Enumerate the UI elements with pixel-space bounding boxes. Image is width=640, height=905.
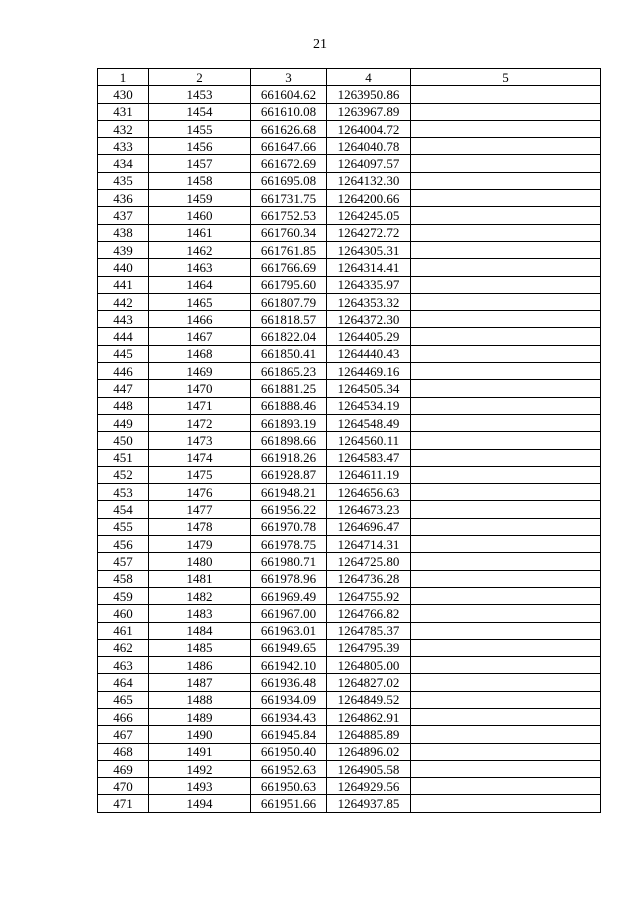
table-cell — [411, 587, 601, 604]
table-row — [98, 536, 601, 553]
table-cell: 1264440.43 — [327, 345, 411, 362]
table-cell: 661647.66 — [251, 138, 327, 155]
table-cell: 661850.41 — [251, 345, 327, 362]
table-cell: 444 — [98, 328, 149, 345]
table-cell: 1460 — [149, 207, 251, 224]
table-row — [98, 345, 601, 362]
table-cell — [411, 466, 601, 483]
table-cell: 1263950.86 — [327, 86, 411, 103]
table-cell — [411, 259, 601, 276]
table-cell: 1463 — [149, 259, 251, 276]
table-cell — [411, 726, 601, 743]
table-cell: 1264905.58 — [327, 760, 411, 777]
table-cell — [411, 172, 601, 189]
table-cell: 457 — [98, 553, 149, 570]
table-cell: 456 — [98, 536, 149, 553]
table-cell: 1493 — [149, 778, 251, 795]
table-cell — [411, 120, 601, 137]
table-cell: 661934.43 — [251, 708, 327, 725]
table-cell: 1472 — [149, 414, 251, 431]
table-cell: 1474 — [149, 449, 251, 466]
table-cell: 661980.71 — [251, 553, 327, 570]
table-cell: 1264673.23 — [327, 501, 411, 518]
table-row — [98, 103, 601, 120]
column-header: 1 — [98, 69, 149, 86]
table-cell: 1264372.30 — [327, 311, 411, 328]
table-cell — [411, 86, 601, 103]
column-header: 3 — [251, 69, 327, 86]
table-cell: 661672.69 — [251, 155, 327, 172]
table-cell — [411, 328, 601, 345]
table-cell: 1264785.37 — [327, 622, 411, 639]
table-cell: 661950.40 — [251, 743, 327, 760]
table-cell — [411, 622, 601, 639]
table-cell: 443 — [98, 311, 149, 328]
table-cell: 459 — [98, 587, 149, 604]
table-cell — [411, 293, 601, 310]
table-cell: 661807.79 — [251, 293, 327, 310]
table-row — [98, 241, 601, 258]
table-cell: 1264097.57 — [327, 155, 411, 172]
table-row — [98, 172, 601, 189]
table-cell: 661752.53 — [251, 207, 327, 224]
table-cell: 454 — [98, 501, 149, 518]
table-cell: 430 — [98, 86, 149, 103]
table-cell: 1492 — [149, 760, 251, 777]
table-cell — [411, 743, 601, 760]
table-cell: 661795.60 — [251, 276, 327, 293]
table-row — [98, 726, 601, 743]
column-header: 2 — [149, 69, 251, 86]
table-row — [98, 570, 601, 587]
table-cell: 1264766.82 — [327, 605, 411, 622]
table-cell: 1485 — [149, 639, 251, 656]
table-cell: 1468 — [149, 345, 251, 362]
table-cell: 661865.23 — [251, 363, 327, 380]
table-cell: 661898.66 — [251, 432, 327, 449]
table-cell: 661893.19 — [251, 414, 327, 431]
table-row — [98, 484, 601, 501]
table-cell: 1471 — [149, 397, 251, 414]
table-cell: 1489 — [149, 708, 251, 725]
table-cell: 448 — [98, 397, 149, 414]
table-row — [98, 138, 601, 155]
table-cell — [411, 657, 601, 674]
table-cell: 1264548.49 — [327, 414, 411, 431]
table-row — [98, 639, 601, 656]
table-cell: 1264200.66 — [327, 190, 411, 207]
table-cell: 1264827.02 — [327, 674, 411, 691]
table-cell: 436 — [98, 190, 149, 207]
table-cell — [411, 639, 601, 656]
table-cell: 1264849.52 — [327, 691, 411, 708]
table-cell: 1264805.00 — [327, 657, 411, 674]
table-cell: 661626.68 — [251, 120, 327, 137]
table-cell: 438 — [98, 224, 149, 241]
table-cell — [411, 449, 601, 466]
table-cell: 1475 — [149, 466, 251, 483]
table-cell: 1264004.72 — [327, 120, 411, 137]
table-cell: 1264534.19 — [327, 397, 411, 414]
table-cell: 445 — [98, 345, 149, 362]
table-row — [98, 466, 601, 483]
table-cell: 1264353.32 — [327, 293, 411, 310]
table-row — [98, 259, 601, 276]
table-cell — [411, 518, 601, 535]
table-cell: 1264560.11 — [327, 432, 411, 449]
table-cell — [411, 570, 601, 587]
table-cell: 1263967.89 — [327, 103, 411, 120]
table-cell — [411, 778, 601, 795]
table-cell — [411, 380, 601, 397]
table-cell — [411, 553, 601, 570]
table-row — [98, 207, 601, 224]
table-cell — [411, 414, 601, 431]
table-cell: 661967.00 — [251, 605, 327, 622]
table-cell — [411, 536, 601, 553]
table-cell: 1481 — [149, 570, 251, 587]
table-cell: 1264696.47 — [327, 518, 411, 535]
table-cell: 661760.34 — [251, 224, 327, 241]
table-cell: 452 — [98, 466, 149, 483]
table-cell: 466 — [98, 708, 149, 725]
table-cell — [411, 103, 601, 120]
table-cell: 432 — [98, 120, 149, 137]
table-cell — [411, 190, 601, 207]
table-cell — [411, 276, 601, 293]
table-cell — [411, 241, 601, 258]
table-cell: 661881.25 — [251, 380, 327, 397]
page-number: 21 — [313, 37, 327, 52]
table-cell — [411, 691, 601, 708]
table-cell: 1264314.41 — [327, 259, 411, 276]
table-cell: 469 — [98, 760, 149, 777]
table-cell: 661936.48 — [251, 674, 327, 691]
table-cell: 446 — [98, 363, 149, 380]
table-cell: 661818.57 — [251, 311, 327, 328]
table-cell: 1487 — [149, 674, 251, 691]
table-cell: 1264736.28 — [327, 570, 411, 587]
table-row — [98, 674, 601, 691]
table-row — [98, 501, 601, 518]
table-cell: 453 — [98, 484, 149, 501]
table-cell — [411, 311, 601, 328]
table-cell: 463 — [98, 657, 149, 674]
table-cell: 661918.26 — [251, 449, 327, 466]
table-cell: 1458 — [149, 172, 251, 189]
table-cell: 661934.09 — [251, 691, 327, 708]
table-cell: 1483 — [149, 605, 251, 622]
table-cell: 661950.63 — [251, 778, 327, 795]
table-cell — [411, 795, 601, 812]
table-cell: 661963.01 — [251, 622, 327, 639]
table-cell: 1264245.05 — [327, 207, 411, 224]
table-cell: 464 — [98, 674, 149, 691]
table-cell — [411, 397, 601, 414]
table-cell: 1264896.02 — [327, 743, 411, 760]
table-cell: 661949.65 — [251, 639, 327, 656]
table-row — [98, 224, 601, 241]
table-cell: 661695.08 — [251, 172, 327, 189]
table-cell: 1264714.31 — [327, 536, 411, 553]
table-cell: 661948.21 — [251, 484, 327, 501]
table-cell: 1484 — [149, 622, 251, 639]
table-row — [98, 397, 601, 414]
table-cell: 471 — [98, 795, 149, 812]
table-row — [98, 155, 601, 172]
table-row — [98, 657, 601, 674]
table-cell: 661970.78 — [251, 518, 327, 535]
table-cell: 661766.69 — [251, 259, 327, 276]
table-cell: 661956.22 — [251, 501, 327, 518]
table-cell: 661610.08 — [251, 103, 327, 120]
table-cell: 1264505.34 — [327, 380, 411, 397]
table-cell: 661928.87 — [251, 466, 327, 483]
table-cell: 1264937.85 — [327, 795, 411, 812]
table-cell — [411, 155, 601, 172]
table-cell: 450 — [98, 432, 149, 449]
table-row — [98, 691, 601, 708]
column-header: 5 — [411, 69, 601, 86]
table-cell: 460 — [98, 605, 149, 622]
table-cell: 462 — [98, 639, 149, 656]
table-cell: 661952.63 — [251, 760, 327, 777]
table-row — [98, 760, 601, 777]
table-row — [98, 743, 601, 760]
table-cell: 1264656.63 — [327, 484, 411, 501]
table-cell: 1264040.78 — [327, 138, 411, 155]
table-cell: 435 — [98, 172, 149, 189]
table-cell: 447 — [98, 380, 149, 397]
table-row — [98, 795, 601, 812]
table-row — [98, 276, 601, 293]
table-row — [98, 328, 601, 345]
table-row — [98, 587, 601, 604]
table-cell: 1454 — [149, 103, 251, 120]
table-row — [98, 380, 601, 397]
table-row — [98, 120, 601, 137]
table-cell: 1482 — [149, 587, 251, 604]
table-cell: 661888.46 — [251, 397, 327, 414]
table-cell: 1466 — [149, 311, 251, 328]
table-cell — [411, 138, 601, 155]
table-cell: 661731.75 — [251, 190, 327, 207]
table-cell — [411, 207, 601, 224]
table-cell: 470 — [98, 778, 149, 795]
table-cell: 467 — [98, 726, 149, 743]
table-cell: 661761.85 — [251, 241, 327, 258]
table-cell: 440 — [98, 259, 149, 276]
table-cell: 1462 — [149, 241, 251, 258]
table-cell: 1264583.47 — [327, 449, 411, 466]
table-cell: 1470 — [149, 380, 251, 397]
table-cell: 1264795.39 — [327, 639, 411, 656]
table-cell: 661951.66 — [251, 795, 327, 812]
table-cell: 661942.10 — [251, 657, 327, 674]
table-cell: 1461 — [149, 224, 251, 241]
table-body — [98, 86, 601, 812]
table-cell: 1264469.16 — [327, 363, 411, 380]
table-cell — [411, 674, 601, 691]
table-cell: 1476 — [149, 484, 251, 501]
table-cell: 1467 — [149, 328, 251, 345]
table-cell — [411, 605, 601, 622]
table-cell — [411, 760, 601, 777]
table-cell — [411, 432, 601, 449]
table-cell: 1469 — [149, 363, 251, 380]
table-row — [98, 553, 601, 570]
table-cell: 1456 — [149, 138, 251, 155]
table-cell: 1473 — [149, 432, 251, 449]
table-cell: 449 — [98, 414, 149, 431]
table-cell: 441 — [98, 276, 149, 293]
table-cell — [411, 363, 601, 380]
table-cell: 1264929.56 — [327, 778, 411, 795]
table-cell: 1453 — [149, 86, 251, 103]
table-cell: 661822.04 — [251, 328, 327, 345]
table-cell: 1264885.89 — [327, 726, 411, 743]
table-cell: 465 — [98, 691, 149, 708]
table-cell: 1264611.19 — [327, 466, 411, 483]
table-cell — [411, 708, 601, 725]
table-cell: 1494 — [149, 795, 251, 812]
table-row — [98, 432, 601, 449]
table-cell: 468 — [98, 743, 149, 760]
table-row — [98, 449, 601, 466]
table-cell: 1478 — [149, 518, 251, 535]
table-cell: 1264725.80 — [327, 553, 411, 570]
table-row — [98, 518, 601, 535]
table-row — [98, 622, 601, 639]
table-cell: 451 — [98, 449, 149, 466]
table-cell: 1264755.92 — [327, 587, 411, 604]
table-row — [98, 311, 601, 328]
table-cell: 1479 — [149, 536, 251, 553]
table-cell: 442 — [98, 293, 149, 310]
table-row — [98, 414, 601, 431]
table-cell: 1465 — [149, 293, 251, 310]
table-cell: 1464 — [149, 276, 251, 293]
table-cell: 455 — [98, 518, 149, 535]
table-cell: 1264335.97 — [327, 276, 411, 293]
table-cell: 1264862.91 — [327, 708, 411, 725]
table-cell: 661969.49 — [251, 587, 327, 604]
table-cell: 437 — [98, 207, 149, 224]
table-cell: 1264272.72 — [327, 224, 411, 241]
table-cell: 1264405.29 — [327, 328, 411, 345]
table-row — [98, 86, 601, 103]
table-cell: 431 — [98, 103, 149, 120]
table-row — [98, 190, 601, 207]
table-cell: 661604.62 — [251, 86, 327, 103]
table-row — [98, 363, 601, 380]
column-header: 4 — [327, 69, 411, 86]
table-cell: 1264305.31 — [327, 241, 411, 258]
table-cell: 1480 — [149, 553, 251, 570]
table-cell: 461 — [98, 622, 149, 639]
table-cell — [411, 501, 601, 518]
table-cell: 433 — [98, 138, 149, 155]
table-row — [98, 605, 601, 622]
table-row — [98, 778, 601, 795]
table-cell: 458 — [98, 570, 149, 587]
table-cell: 661978.96 — [251, 570, 327, 587]
table-cell: 1477 — [149, 501, 251, 518]
table-row — [98, 708, 601, 725]
table-cell: 1486 — [149, 657, 251, 674]
table-cell — [411, 345, 601, 362]
table-cell: 434 — [98, 155, 149, 172]
table-row — [98, 293, 601, 310]
table-header-row — [98, 69, 601, 86]
table-cell: 1459 — [149, 190, 251, 207]
table-cell — [411, 224, 601, 241]
table-cell: 661978.75 — [251, 536, 327, 553]
table-cell: 1491 — [149, 743, 251, 760]
table-cell: 1455 — [149, 120, 251, 137]
table-cell: 1490 — [149, 726, 251, 743]
coordinates-table — [97, 68, 601, 813]
table-cell: 1457 — [149, 155, 251, 172]
table-cell — [411, 484, 601, 501]
table-cell: 661945.84 — [251, 726, 327, 743]
table-cell: 439 — [98, 241, 149, 258]
table-cell: 1488 — [149, 691, 251, 708]
table-cell: 1264132.30 — [327, 172, 411, 189]
